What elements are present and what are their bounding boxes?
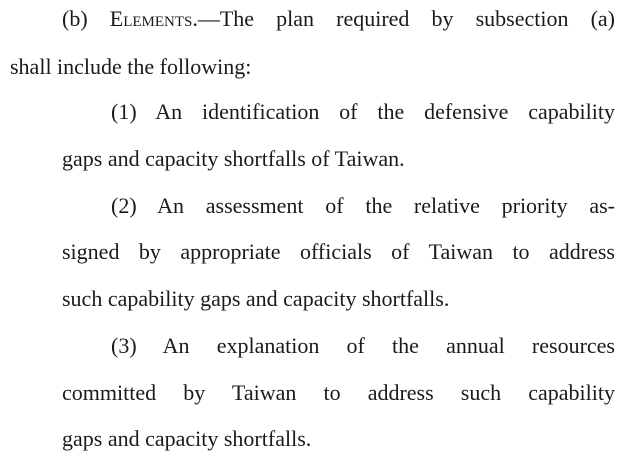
item-1-line-2: gaps and capacity shortfalls of Taiwan.	[62, 146, 405, 171]
item-2-line-2: signed by appropriate officials of Taiwan to address	[62, 239, 615, 264]
item-1-line-1: (1) An identification of the defensive capability	[111, 99, 615, 124]
subsection-label: (b)	[62, 6, 88, 31]
subsection-text: The plan required by subsection (a)	[219, 6, 615, 31]
subsection-b-line-2: shall include the following:	[10, 54, 252, 79]
item-3-line-1: (3) An explanation of the annual resources	[111, 333, 615, 358]
subsection-heading: Elements	[109, 6, 193, 31]
item-2-line-1: (2) An assessment of the relative priority as-	[111, 193, 615, 218]
item-3-line-2: committed by Taiwan to address such capability	[62, 380, 615, 405]
heading-dash: .—	[192, 6, 220, 31]
item-2-line-3: such capability gaps and capacity shortfalls.	[62, 286, 450, 311]
subsection-b-line-1	[62, 8, 615, 30]
item-3-line-3: gaps and capacity shortfalls.	[62, 426, 312, 451]
